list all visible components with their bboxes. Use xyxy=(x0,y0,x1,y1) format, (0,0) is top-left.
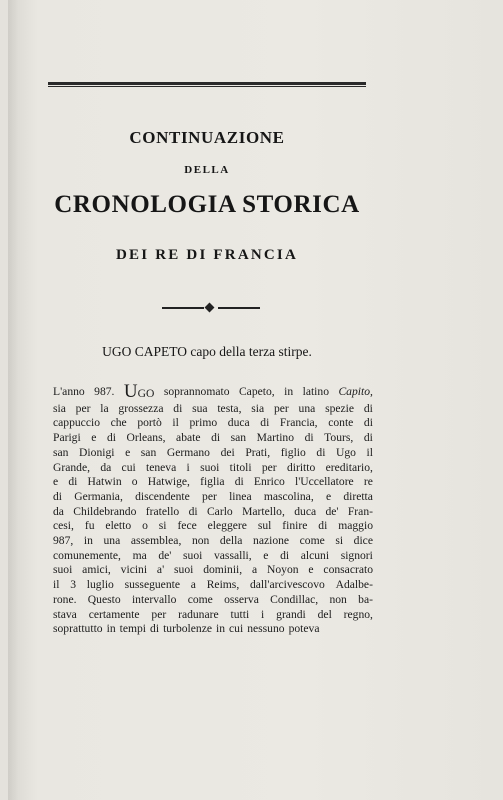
body-line: 987, in una assemblea, non della nazione come si dice xyxy=(53,534,373,548)
body-line: cappuccio che portò il primo duca di Francia, conte di xyxy=(53,416,373,430)
body-text xyxy=(53,381,373,637)
ornamental-divider xyxy=(162,305,260,310)
body-line: suoi amici, vicini a' suoi dominii, a Noyon e consacrato xyxy=(53,563,373,577)
top-double-rule xyxy=(48,82,366,87)
body-line: e di Hatwin o Hatwige, figlia di Enrico l'Uccellatore re xyxy=(53,475,373,489)
divider-bar-right xyxy=(218,307,260,309)
body-line: cesi, fu eletto o si fece eleggere sul finire di maggio xyxy=(53,519,373,533)
body-line: sia per la grossezza di sua testa, sia per una spezie di xyxy=(53,401,373,415)
title-cronologia-storica: CRONOLOGIA STORICA xyxy=(54,191,360,218)
body-line: san Dionigi e san Germano dei Prati, figlio di Ugo il xyxy=(53,445,373,459)
body-line: stava certamente per radunare tutti i grandi del regno, xyxy=(53,607,373,621)
title-dei-re-di-francia: DEI RE DI FRANCIA xyxy=(116,247,298,263)
body-line: da Childebrando fratello di Carlo Martello, duca de' Fran- xyxy=(53,504,373,518)
section-subheading: UGO CAPETO capo della terza stirpe. xyxy=(102,344,312,359)
title-continuazione: CONTINUAZIONE xyxy=(129,128,285,147)
body-line: rone. Questo intervallo come osserva Condillac, non ba- xyxy=(53,592,373,606)
body-line: Grande, da cui teneva i suoi titoli per diritto ereditario, xyxy=(53,460,373,474)
body-line: soprattutto in tempi di turbolenze in cui nessuno poteva xyxy=(53,622,320,636)
body-line: il 3 luglio susseguente a Reims, dall'arcivescovo Adalbe- xyxy=(53,578,373,592)
body-line: comunemente, ma de' suoi vassalli, e di alcuni signori xyxy=(53,548,373,562)
title-della: DELLA xyxy=(184,164,230,176)
divider-bar-left xyxy=(162,307,204,309)
body-line: Parigi e di Orleans, abate di san Martino di Tours, di xyxy=(53,431,373,445)
body-line: di Germania, discendente per linea mascolina, e diretta xyxy=(53,489,373,503)
body-line: L'anno 987. UGO soprannomato Capeto, in latino Capito, xyxy=(53,381,373,402)
page-binding-shadow xyxy=(8,0,18,800)
